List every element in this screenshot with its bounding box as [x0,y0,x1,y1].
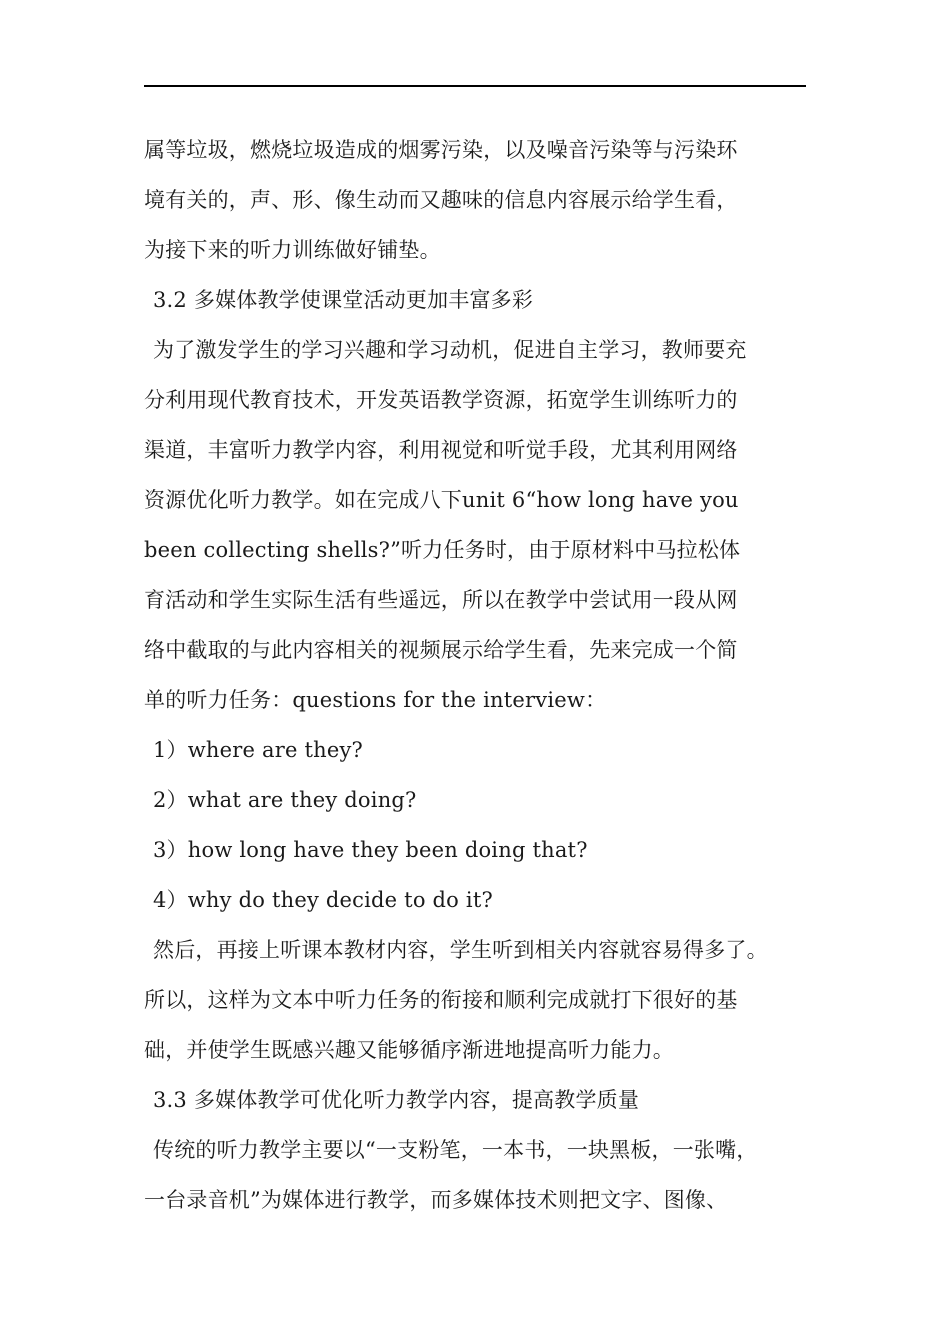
body-text-line: 属等垃圾，燃烧垃圾造成的烟雾污染，以及噪音污染等与污染环 [144,138,738,162]
list-item: 3）how long have they been doing that? [153,838,588,862]
body-text-line: 络中截取的与此内容相关的视频展示给学生看，先来完成一个简 [144,638,738,662]
section-heading: 3.2 多媒体教学使课堂活动更加丰富多彩 [153,288,534,312]
body-text-line: 单的听力任务：questions for the interview： [144,688,607,712]
section-heading: 3.3 多媒体教学可优化听力教学内容，提高教学质量 [153,1088,640,1112]
body-text-line: 所以，这样为文本中听力任务的衔接和顺利完成就打下很好的基 [144,988,738,1012]
body-text-line: 为了激发学生的学习兴趣和学习动机，促进自主学习，教师要充 [153,338,747,362]
body-text-line: 然后，再接上听课本教材内容，学生听到相关内容就容易得多了。 [153,938,768,962]
body-text-line: 础，并使学生既感兴趣又能够循序渐进地提高听力能力。 [144,1038,674,1062]
list-item: 2）what are they doing? [153,788,417,812]
body-text-line: 一台录音机”为媒体进行教学，而多媒体技术则把文字、图像、 [144,1188,728,1212]
list-item: 1）where are they? [153,738,364,762]
body-text-line: 为接下来的听力训练做好铺垫。 [144,238,441,262]
body-text-line: 传统的听力教学主要以“一支粉笔，一本书，一块黑板，一张嘴， [153,1138,758,1162]
body-text-line: 分利用现代教育技术，开发英语教学资源，拓宽学生训练听力的 [144,388,738,412]
list-item: 4）why do they decide to do it? [153,888,493,912]
body-text-line: 育活动和学生实际生活有些遥远，所以在教学中尝试用一段从网 [144,588,738,612]
body-text-line: been collecting shells?”听力任务时，由于原材料中马拉松体 [144,538,741,562]
body-text-line: 渠道，丰富听力教学内容，利用视觉和听觉手段，尤其利用网络 [144,438,738,462]
body-text-line: 资源优化听力教学。如在完成八下unit 6“how long have you [144,488,739,512]
body-text-line: 境有关的，声、形、像生动而又趣味的信息内容展示给学生看， [144,188,738,212]
header-rule [144,85,806,87]
